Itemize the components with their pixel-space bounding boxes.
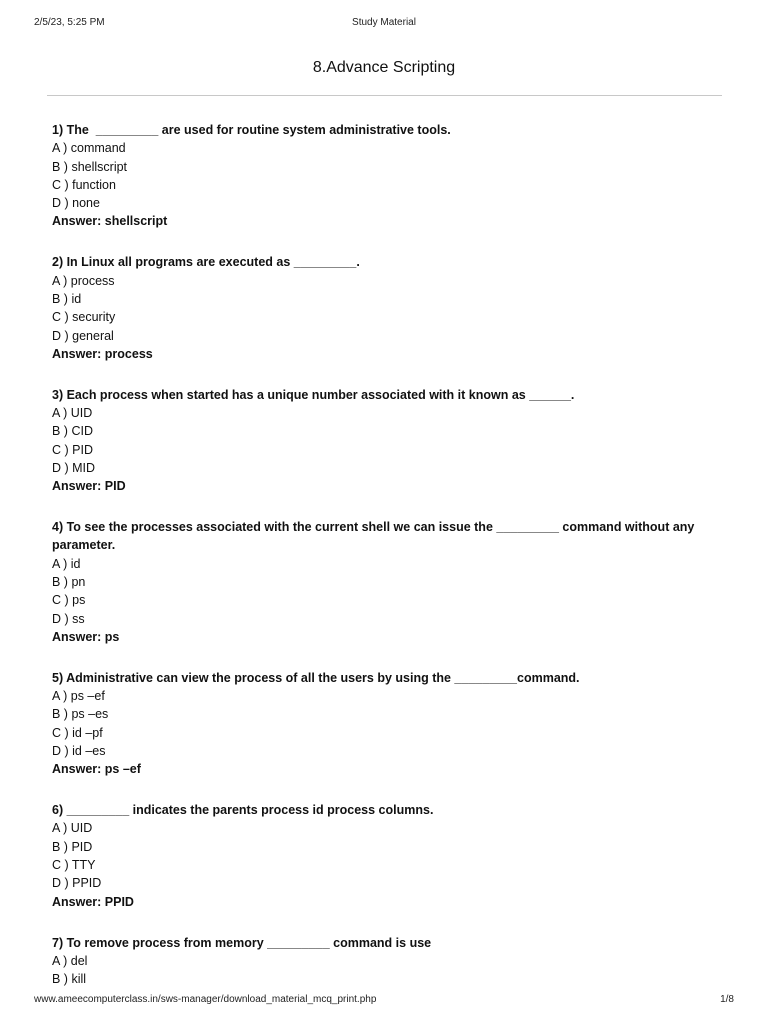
answer: Answer: shellscript <box>52 214 168 229</box>
option-b: B ) pn <box>52 575 86 590</box>
question-text: 5) Administrative can view the process of all the users by using the _________command. <box>52 670 580 685</box>
title-divider <box>47 95 722 96</box>
option-d: D ) general <box>52 328 114 343</box>
question-2 <box>52 253 732 363</box>
question-1 <box>52 121 732 231</box>
question-text: 7) To remove process from memory _________ command is use <box>52 935 432 950</box>
option-d: D ) ss <box>52 611 85 626</box>
option-b: B ) PID <box>52 839 93 854</box>
answer: Answer: PID <box>52 479 126 494</box>
question-text: 4) To see the processes associated with the current shell we can issue the _________ command without any parameter. <box>52 520 698 553</box>
option-d: D ) MID <box>52 460 96 475</box>
option-c: C ) function <box>52 177 116 192</box>
option-c: C ) security <box>52 310 116 325</box>
option-c: C ) ps <box>52 593 86 608</box>
page-number: 1/8 <box>720 994 734 1005</box>
option-c: C ) id –pf <box>52 725 103 740</box>
question-text: 2) In Linux all programs are executed as _________. <box>52 255 360 270</box>
question-text: 3) Each process when started has a unique number associated with it known as ______. <box>52 387 575 402</box>
question-text: 1) The _________ are used for routine system administrative tools. <box>52 123 451 137</box>
print-document-title: Study Material <box>352 17 416 28</box>
print-url: www.ameecomputerclass.in/sws-manager/download_material_mcq_print.php <box>34 994 377 1005</box>
print-footer <box>34 994 734 1008</box>
option-a: A ) process <box>52 273 115 288</box>
print-header <box>34 17 734 31</box>
question-text: 6) _________ indicates the parents process id process columns. <box>52 803 434 818</box>
option-a: A ) del <box>52 953 88 968</box>
option-a: A ) UID <box>52 821 93 836</box>
answer: Answer: ps –ef <box>52 762 141 777</box>
question-3 <box>52 386 732 496</box>
question-6 <box>52 801 732 911</box>
option-b: B ) kill <box>52 972 87 987</box>
page-title: 8.Advance Scripting <box>312 59 456 76</box>
option-d: D ) PPID <box>52 876 102 891</box>
option-b: B ) shellscript <box>52 159 128 174</box>
print-datetime: 2/5/23, 5:25 PM <box>34 17 105 28</box>
question-5 <box>52 669 732 779</box>
option-a: A ) ps –ef <box>52 689 105 704</box>
option-c: C ) PID <box>52 442 93 457</box>
option-c: C ) TTY <box>52 858 96 873</box>
question-list <box>52 121 732 1011</box>
option-d: D ) id –es <box>52 743 106 758</box>
option-a: A ) UID <box>52 406 93 421</box>
question-7 <box>52 934 732 989</box>
option-b: B ) ps –es <box>52 707 109 722</box>
option-a: A ) command <box>52 141 126 156</box>
option-b: B ) CID <box>52 424 93 439</box>
option-b: B ) id <box>52 291 82 306</box>
answer: Answer: process <box>52 346 153 361</box>
question-4 <box>52 518 732 646</box>
option-d: D ) none <box>52 196 100 211</box>
option-a: A ) id <box>52 556 81 571</box>
answer: Answer: ps <box>52 629 120 644</box>
answer: Answer: PPID <box>52 894 134 909</box>
